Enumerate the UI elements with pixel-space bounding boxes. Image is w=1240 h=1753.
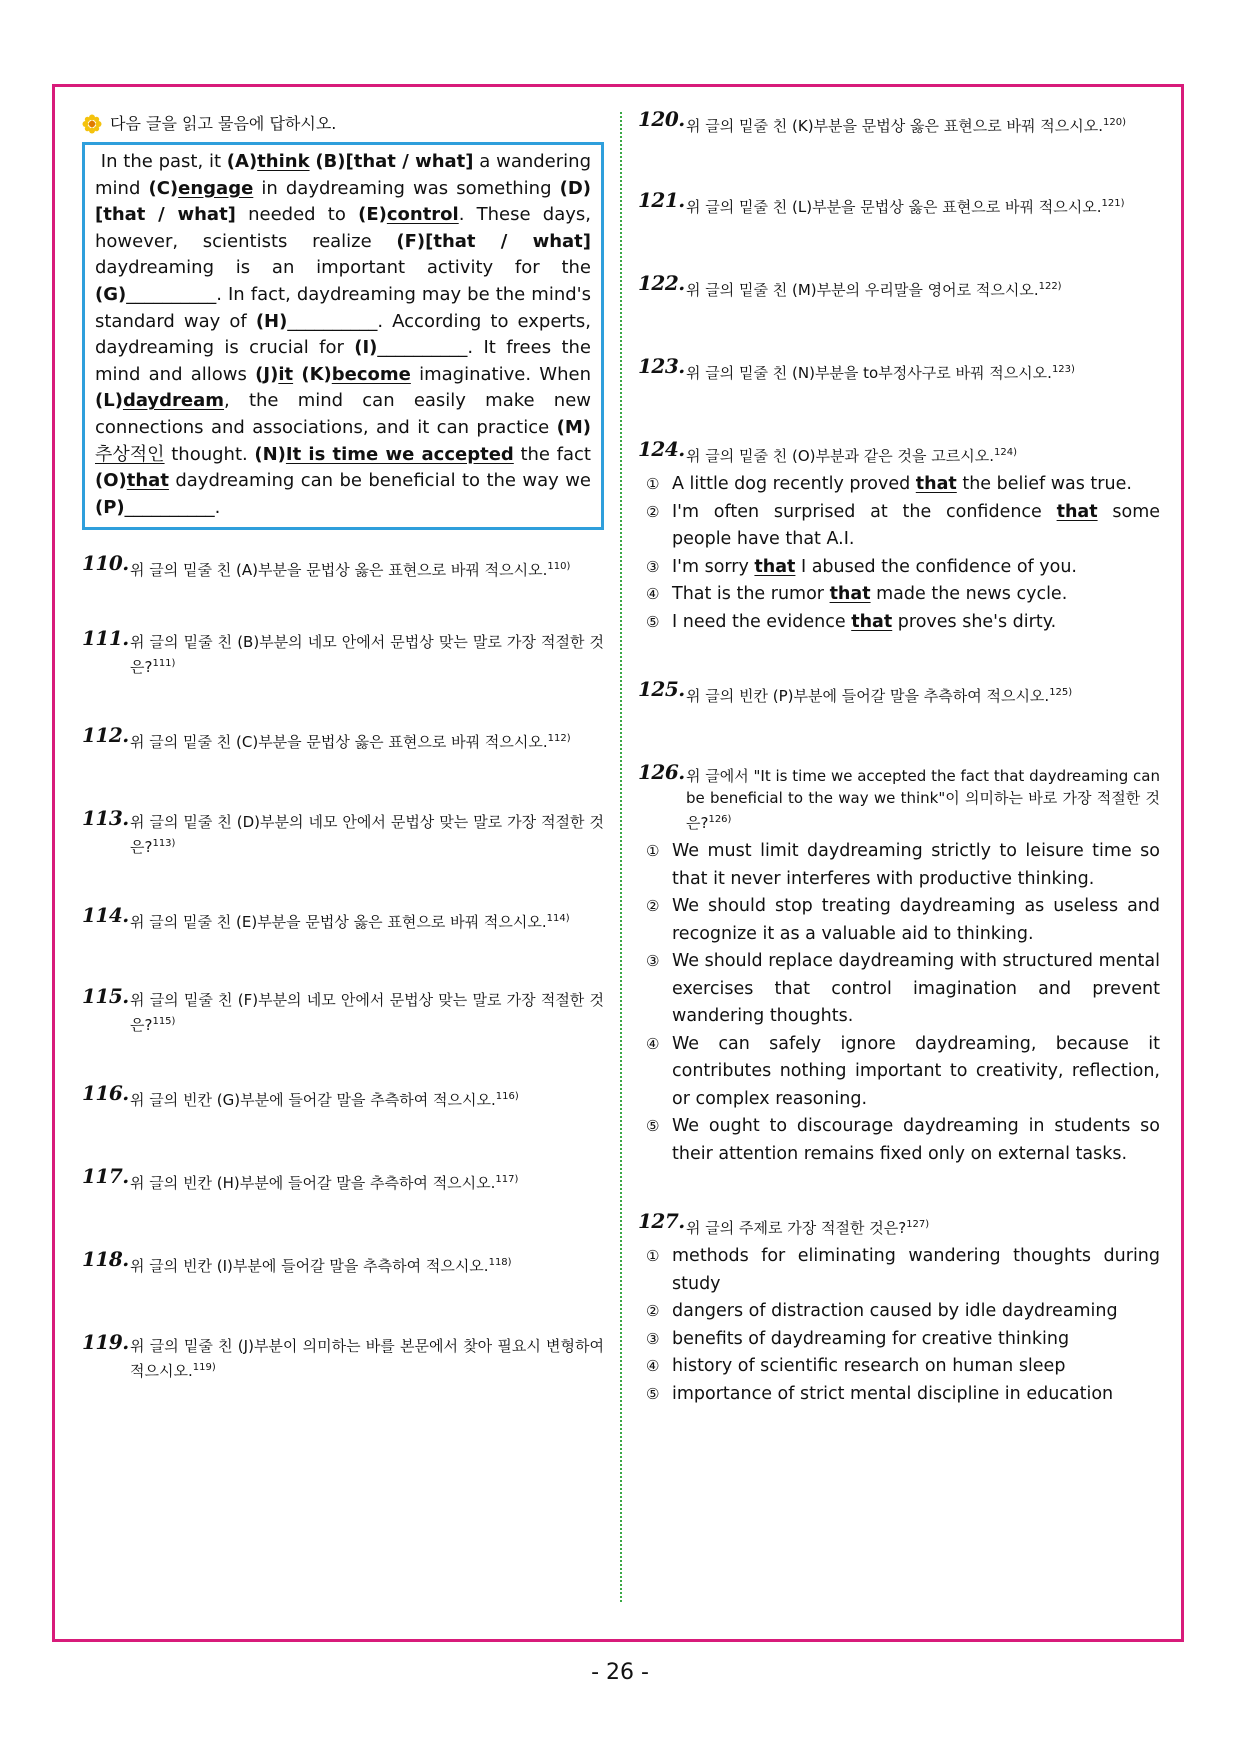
footnote-ref: 120) bbox=[1102, 117, 1126, 128]
footnote-ref: 119) bbox=[192, 1362, 216, 1374]
marker-a: (A)think bbox=[226, 151, 310, 172]
footnote-ref: 124) bbox=[994, 447, 1017, 458]
page-number: - 26 - bbox=[591, 1660, 649, 1685]
option-2[interactable]: ② I'm often surprised at the confidence that some people have that A.I. bbox=[646, 501, 1161, 549]
instruction-text: 다음 글을 읽고 물음에 답하시오. bbox=[110, 114, 337, 133]
passage-text: thought. bbox=[164, 443, 255, 465]
option-5[interactable]: ⑤ We ought to discourage daydreaming in students so their attention remains fixed only on external tasks. bbox=[646, 1116, 1160, 1164]
question-text: 위 글의 빈칸 (I)부분에 들어갈 말을 추측하여 적으시오. bbox=[130, 1257, 489, 1276]
option-1[interactable]: ① methods for eliminating wandering thoughts during study bbox=[646, 1246, 1160, 1294]
footnote-ref: 117) bbox=[495, 1174, 519, 1186]
passage-text: __________. According to experts, daydreaming is crucial for bbox=[95, 310, 591, 359]
question-122: 122. 위 글의 밑줄 친 (M)부분의 우리말을 영어로 적으시오.$^{122)}$ bbox=[638, 271, 1062, 299]
option-4[interactable]: ④ history of scientific research on human sleep bbox=[646, 1356, 1066, 1376]
question-112: 112. 위 글의 밑줄 친 (C)부분을 문법상 옳은 표현으로 바꿔 적으시오.$^{112)}$ bbox=[82, 723, 571, 752]
marker-j: (J)it bbox=[255, 363, 294, 385]
passage-text: __________. It frees the mind and allows bbox=[95, 337, 591, 385]
question-text: 위 글의 밑줄 친 (E)부분을 문법상 옳은 표현으로 바꿔 적으시오. bbox=[130, 913, 547, 932]
passage-text: needed to bbox=[235, 204, 359, 226]
question-text: 위 글의 밑줄 친 (O)부분과 같은 것을 고르시오. bbox=[686, 447, 994, 465]
footnote-ref: 115) bbox=[152, 1016, 176, 1028]
option-4[interactable]: ④ That is the rumor that made the news cycle. bbox=[646, 584, 1068, 604]
question-text: 위 글의 밑줄 친 (N)부분을 to부정사구로 바꿔 적으시오. bbox=[686, 364, 1052, 382]
question-117: 117. 위 글의 빈칸 (H)부분에 들어갈 말을 추측하여 적으시오.$^{117)}$ bbox=[82, 1164, 519, 1193]
flower-icon bbox=[82, 114, 102, 134]
instruction-line bbox=[82, 112, 604, 136]
options-127 bbox=[638, 1243, 1160, 1408]
footnote-ref: 116) bbox=[495, 1091, 519, 1103]
question-text: 위 글의 밑줄 친 (A)부분을 문법상 옳은 표현으로 바꿔 적으시오. bbox=[130, 561, 548, 580]
option-4[interactable]: ④ We can safely ignore daydreaming, because it contributes nothing important to creativity, reflection, or complex reasoning. bbox=[646, 1033, 1160, 1109]
question-126: 126. 위 글에서 "It is time we accepted the fact that daydreaming can be beneficial to the way we think"이 의미하는 바로 가장 적절한 것은?$^{126)}$ bbox=[638, 760, 1160, 832]
footnote-ref: 113) bbox=[152, 838, 176, 850]
marker-p: (P) bbox=[95, 496, 125, 518]
option-3[interactable]: ③ benefits of daydreaming for creative thinking bbox=[646, 1328, 1070, 1349]
footnote-ref: 118) bbox=[488, 1257, 512, 1269]
question-text: 위 글의 밑줄 친 (B)부분의 네모 안에서 문법상 맞는 말로 가장 적절한 것은? bbox=[130, 633, 604, 677]
passage-text: __________. bbox=[124, 496, 221, 518]
passage-text: in daydreaming was something bbox=[253, 177, 560, 199]
question-123: 123. 위 글의 밑줄 친 (N)부분을 to부정사구로 바꿔 적으시오.$^{123)}$ bbox=[638, 354, 1075, 382]
question-125: 125. 위 글의 빈칸 (P)부분에 들어갈 말을 추측하여 적으시오.$^{125)}$ bbox=[638, 677, 1073, 705]
footnote-ref: 123) bbox=[1051, 364, 1075, 375]
option-2[interactable]: ② We should stop treating daydreaming as useless and recognize it as a valuable aid to thinking. bbox=[646, 896, 1160, 944]
question-text: 위 글의 주제로 가장 적절한 것은? bbox=[686, 1219, 907, 1237]
passage-text: imaginative. When bbox=[410, 363, 591, 385]
reading-passage bbox=[82, 142, 604, 530]
marker-d: (D)[that / what] bbox=[95, 177, 591, 226]
marker-n: (N)It is time we accepted bbox=[254, 443, 514, 465]
marker-o: (O)that bbox=[95, 470, 169, 492]
options-124 bbox=[638, 471, 1160, 636]
footnote-ref: 112) bbox=[547, 733, 571, 745]
question-127: 127. 위 글의 주제로 가장 적절한 것은?$^{127)}$ bbox=[638, 1209, 930, 1237]
passage-text: , the mind can easily make new connections and associations, and it can practice bbox=[95, 390, 591, 438]
marker-c: (C)engage bbox=[148, 177, 254, 199]
marker-e: (E)control bbox=[358, 204, 459, 226]
question-118: 118. 위 글의 빈칸 (I)부분에 들어갈 말을 추측하여 적으시오.$^{118)}$ bbox=[82, 1247, 512, 1276]
question-119: 119. 위 글의 밑줄 친 (J)부분이 의미하는 바를 본문에서 찾아 필요시 변형하여 적으시오.$^{119)}$ bbox=[82, 1330, 604, 1381]
footnote-ref: 126) bbox=[708, 814, 732, 825]
marker-k: (K)become bbox=[301, 363, 411, 385]
passage-text: daydreaming is an important activity for the bbox=[95, 257, 591, 279]
question-120: 120. 위 글의 밑줄 친 (K)부분을 문법상 옳은 표현으로 바꿔 적으시오.$^{120)}$ bbox=[638, 107, 1126, 135]
passage-text: the fact bbox=[513, 443, 591, 465]
question-121: 121. 위 글의 밑줄 친 (L)부분을 문법상 옳은 표현으로 바꿔 적으시오.$^{121)}$ bbox=[638, 188, 1125, 216]
footnote-ref: 122) bbox=[1038, 281, 1062, 292]
footnote-ref: 121) bbox=[1101, 198, 1125, 209]
marker-b: (B)[that / what] bbox=[315, 151, 474, 172]
option-3[interactable]: ③ We should replace daydreaming with structured mental exercises that control imagination and prevent wandering thoughts. bbox=[646, 951, 1160, 1026]
question-text: 위 글의 빈칸 (P)부분에 들어갈 말을 추측하여 적으시오. bbox=[686, 687, 1050, 705]
question-111: 111. 위 글의 밑줄 친 (B)부분의 네모 안에서 문법상 맞는 말로 가장 적절한 것은?$^{111)}$ bbox=[82, 626, 604, 677]
footnote-ref: 110) bbox=[547, 561, 571, 573]
footnote-ref: 125) bbox=[1049, 687, 1073, 698]
column-divider bbox=[620, 112, 622, 1602]
passage-text: __________. In fact, daydreaming may be the mind's standard way of bbox=[95, 283, 591, 332]
marker-i: (I) bbox=[354, 337, 378, 359]
question-text: 위 글의 밑줄 친 (C)부분을 문법상 옳은 표현으로 바꿔 적으시오. bbox=[130, 733, 548, 752]
marker-f: (F)[that / what] bbox=[396, 230, 591, 252]
option-2[interactable]: ② dangers of distraction caused by idle daydreaming bbox=[646, 1301, 1118, 1321]
passage-text: In the past, it bbox=[100, 151, 227, 172]
passage-text: a wandering mind bbox=[95, 151, 591, 199]
question-text: 위 글의 빈칸 (H)부분에 들어갈 말을 추측하여 적으시오. bbox=[130, 1174, 496, 1193]
option-3[interactable]: ③ I'm sorry that I abused the confidence of you. bbox=[646, 556, 1077, 577]
footnote-ref: 127) bbox=[906, 1219, 930, 1230]
option-5[interactable]: ⑤ importance of strict mental discipline in education bbox=[646, 1383, 1114, 1404]
question-114: 114. 위 글의 밑줄 친 (E)부분을 문법상 옳은 표현으로 바꿔 적으시오.$^{114)}$ bbox=[82, 903, 570, 932]
passage-text: daydreaming can be beneficial to the way we bbox=[168, 470, 591, 492]
question-text: 위 글에서 "It is time we accepted the fact that daydreaming can be beneficial to the way we think"이 의미하는 바로 가장 적절한 것은? bbox=[686, 767, 1160, 832]
footnote-ref: 111) bbox=[152, 658, 176, 670]
question-113: 113. 위 글의 밑줄 친 (D)부분의 네모 안에서 문법상 맞는 말로 가장 적절한 것은?$^{113)}$ bbox=[82, 806, 604, 857]
options-126 bbox=[638, 838, 1160, 1168]
option-1[interactable]: ① A little dog recently proved that the belief was true. bbox=[646, 474, 1132, 494]
marker-h: (H) bbox=[255, 310, 288, 332]
question-text: 위 글의 밑줄 친 (M)부분의 우리말을 영어로 적으시오. bbox=[686, 281, 1039, 299]
question-116: 116. 위 글의 빈칸 (G)부분에 들어갈 말을 추측하여 적으시오.$^{116)}$ bbox=[82, 1081, 519, 1110]
question-text: 위 글의 빈칸 (G)부분에 들어갈 말을 추측하여 적으시오. bbox=[130, 1091, 496, 1110]
question-text: 위 글의 밑줄 친 (K)부분을 문법상 옳은 표현으로 바꿔 적으시오. bbox=[686, 117, 1103, 135]
marker-l: (L)daydream bbox=[95, 390, 225, 412]
passage-text: . These days, however, scientists realize bbox=[95, 204, 591, 252]
marker-g: (G) bbox=[95, 283, 127, 305]
option-5[interactable]: ⑤ I need the evidence that proves she's dirty. bbox=[646, 611, 1057, 632]
marker-m: (M) bbox=[556, 416, 591, 438]
question-text: 위 글의 밑줄 친 (F)부분의 네모 안에서 문법상 맞는 말로 가장 적절한 것은? bbox=[130, 991, 604, 1035]
footnote-ref: 114) bbox=[546, 913, 570, 925]
question-115: 115. 위 글의 밑줄 친 (F)부분의 네모 안에서 문법상 맞는 말로 가장 적절한 것은?$^{115)}$ bbox=[82, 984, 604, 1035]
left-column bbox=[82, 112, 604, 1382]
question-110: 110. 위 글의 밑줄 친 (A)부분을 문법상 옳은 표현으로 바꿔 적으시오.$^{110)}$ bbox=[82, 551, 571, 580]
question-text: 위 글의 밑줄 친 (L)부분을 문법상 옳은 표현으로 바꿔 적으시오. bbox=[686, 198, 1102, 216]
right-column bbox=[638, 107, 1161, 1408]
marker-m-word: 추상적인 bbox=[95, 443, 165, 465]
option-1[interactable]: ① We must limit daydreaming strictly to leisure time so that it never interferes with productive thinking. bbox=[646, 841, 1160, 889]
question-text: 위 글의 밑줄 친 (J)부분이 의미하는 바를 본문에서 찾아 필요시 변형하여 적으시오. bbox=[130, 1337, 604, 1381]
question-text: 위 글의 밑줄 친 (D)부분의 네모 안에서 문법상 맞는 말로 가장 적절한 것은? bbox=[130, 813, 604, 857]
question-124: 124. 위 글의 밑줄 친 (O)부분과 같은 것을 고르시오.$^{124)}$ bbox=[638, 437, 1017, 465]
